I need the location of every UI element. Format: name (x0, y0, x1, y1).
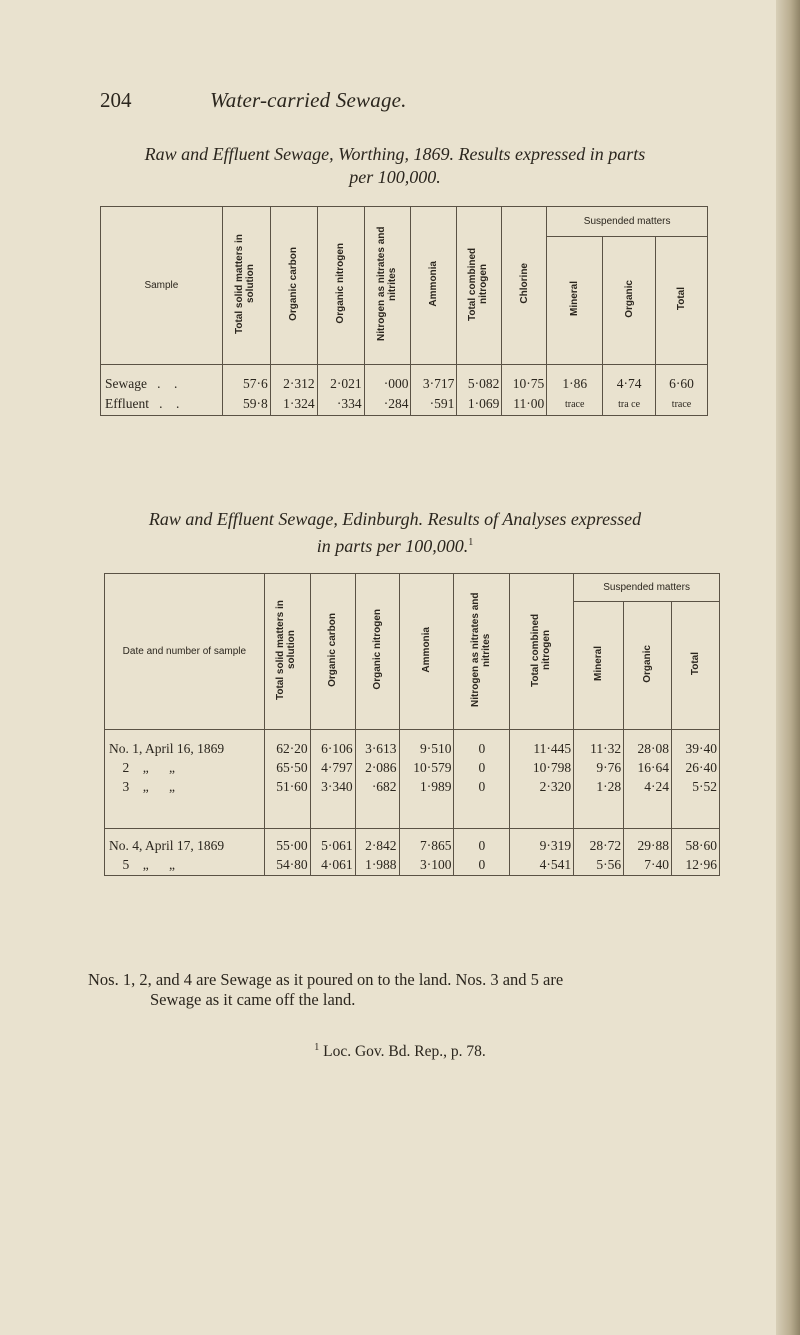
col-mineral: Mineral (547, 237, 603, 365)
col-total: Total (656, 237, 708, 365)
col-nitrogen-nitrates: Nitrogen as nitrates and nitrites (454, 574, 510, 730)
cell: 5·082 (457, 374, 502, 394)
table1-caption (70, 143, 720, 189)
cell: 2·842 (355, 837, 399, 856)
col-organic-nitrogen: Organic nitrogen (355, 574, 399, 730)
cell: 11·32 (574, 740, 624, 759)
row-sample-label: 2 „ „ (105, 759, 265, 778)
col-suspended-matters: Suspended matters (574, 574, 720, 602)
cell: trace (656, 394, 708, 416)
col-chlorine: Chlorine (502, 207, 547, 365)
cell: 10·75 (502, 374, 547, 394)
col-mineral: Mineral (574, 602, 624, 730)
col-total-solid: Total solid matters in solution (264, 574, 310, 730)
cell: 1·069 (457, 394, 502, 416)
col-total-solid: Total solid matters in solution (222, 207, 270, 365)
cell: 0 (454, 778, 510, 797)
cell: 1·989 (399, 778, 454, 797)
table1-caption-line1: Raw and Effluent Sewage, Worthing, 1869. Results expressed in parts (144, 144, 646, 164)
cell: 59·8 (222, 394, 270, 416)
cell: 4·74 (603, 374, 656, 394)
col-ammonia: Ammonia (399, 574, 454, 730)
cell: 55·00 (264, 837, 310, 856)
table-row (105, 778, 720, 797)
note-line1: Nos. 1, 2, and 4 are Sewage as it poured on to the land. Nos. 3 and 5 are (88, 970, 564, 989)
cell: ·284 (364, 394, 411, 416)
col-total-combined: Total combined nitrogen (457, 207, 502, 365)
cell: 6·106 (310, 740, 355, 759)
table-row (105, 759, 720, 778)
cell: 28·08 (624, 740, 672, 759)
cell: 39·40 (672, 740, 720, 759)
col-suspended-matters: Suspended matters (547, 207, 708, 237)
row-sample-label: Sewage . . (101, 374, 223, 394)
cell: 9·510 (399, 740, 454, 759)
col-organic: Organic (603, 237, 656, 365)
table2-caption-line2: in parts per 100,000. (316, 536, 469, 556)
cell: 1·324 (270, 394, 317, 416)
table2-caption (70, 508, 720, 558)
row-sample-label: No. 1, April 16, 1869 (105, 740, 265, 759)
table2-caption-line1: Raw and Effluent Sewage, Edinburgh. Results of Analyses expressed (148, 509, 642, 529)
cell: ·682 (355, 778, 399, 797)
cell: 65·50 (264, 759, 310, 778)
note-line2: Sewage as it came off the land. (150, 990, 356, 1009)
table1-worthing (100, 206, 708, 416)
cell: 9·76 (574, 759, 624, 778)
col-sample: Sample (101, 207, 223, 365)
cell: 11·445 (510, 740, 574, 759)
cell: 0 (454, 740, 510, 759)
cell: 2·021 (317, 374, 364, 394)
footnote-mark: 1 (314, 1042, 320, 1053)
table-row (105, 856, 720, 876)
cell: 4·24 (624, 778, 672, 797)
cell: 51·60 (264, 778, 310, 797)
cell: 10·579 (399, 759, 454, 778)
cell: 9·319 (510, 837, 574, 856)
cell: 2·086 (355, 759, 399, 778)
cell: 26·40 (672, 759, 720, 778)
cell: 3·613 (355, 740, 399, 759)
cell: 0 (454, 856, 510, 876)
cell: 58·60 (672, 837, 720, 856)
row-sample-label: No. 4, April 17, 1869 (105, 837, 265, 856)
cell: ·591 (411, 394, 457, 416)
table-row (105, 740, 720, 759)
cell: 7·865 (399, 837, 454, 856)
footnote (0, 1042, 800, 1061)
col-total-combined: Total combined nitrogen (510, 574, 574, 730)
cell: 2·320 (510, 778, 574, 797)
cell: ·334 (317, 394, 364, 416)
table2-edinburgh (104, 573, 720, 876)
col-organic-carbon: Organic carbon (270, 207, 317, 365)
col-organic: Organic (624, 602, 672, 730)
cell: 1·988 (355, 856, 399, 876)
table-row (101, 374, 708, 394)
cell: 6·60 (656, 374, 708, 394)
cell: 57·6 (222, 374, 270, 394)
table1-caption-line2: per 100,000. (349, 167, 441, 187)
cell: 54·80 (264, 856, 310, 876)
cell: 29·88 (624, 837, 672, 856)
cell: 1·86 (547, 374, 603, 394)
row-sample-label: Effluent . . (101, 394, 223, 416)
cell: 5·56 (574, 856, 624, 876)
col-organic-carbon: Organic carbon (310, 574, 355, 730)
cell: 4·541 (510, 856, 574, 876)
cell: tra ce (603, 394, 656, 416)
col-date-sample: Date and number of sample (105, 574, 265, 730)
cell: 2·312 (270, 374, 317, 394)
cell: trace (547, 394, 603, 416)
cell: ·000 (364, 374, 411, 394)
col-total: Total (672, 602, 720, 730)
col-ammonia: Ammonia (411, 207, 457, 365)
cell: 7·40 (624, 856, 672, 876)
cell: 10·798 (510, 759, 574, 778)
table-row (105, 837, 720, 856)
note-paragraph (88, 970, 728, 1010)
cell: 0 (454, 759, 510, 778)
page-number: 204 (100, 88, 132, 112)
cell: 11·00 (502, 394, 547, 416)
cell: 0 (454, 837, 510, 856)
cell: 4·061 (310, 856, 355, 876)
col-nitrogen-nitrates: Nitrogen as nitrates and nitrites (364, 207, 411, 365)
cell: 5·061 (310, 837, 355, 856)
row-sample-label: 3 „ „ (105, 778, 265, 797)
page-header (100, 88, 407, 113)
col-organic-nitrogen: Organic nitrogen (317, 207, 364, 365)
cell: 3·717 (411, 374, 457, 394)
footnote-text: Loc. Gov. Bd. Rep., p. 78. (323, 1043, 486, 1061)
cell: 3·100 (399, 856, 454, 876)
cell: 1·28 (574, 778, 624, 797)
cell: 5·52 (672, 778, 720, 797)
row-sample-label: 5 „ „ (105, 856, 265, 876)
cell: 3·340 (310, 778, 355, 797)
cell: 4·797 (310, 759, 355, 778)
cell: 28·72 (574, 837, 624, 856)
page-edge-shadow (776, 0, 800, 1335)
cell: 12·96 (672, 856, 720, 876)
footnote-reference: 1 (468, 537, 474, 548)
running-title: Water-carried Sewage. (210, 88, 407, 112)
cell: 16·64 (624, 759, 672, 778)
table-row (101, 394, 708, 416)
cell: 62·20 (264, 740, 310, 759)
